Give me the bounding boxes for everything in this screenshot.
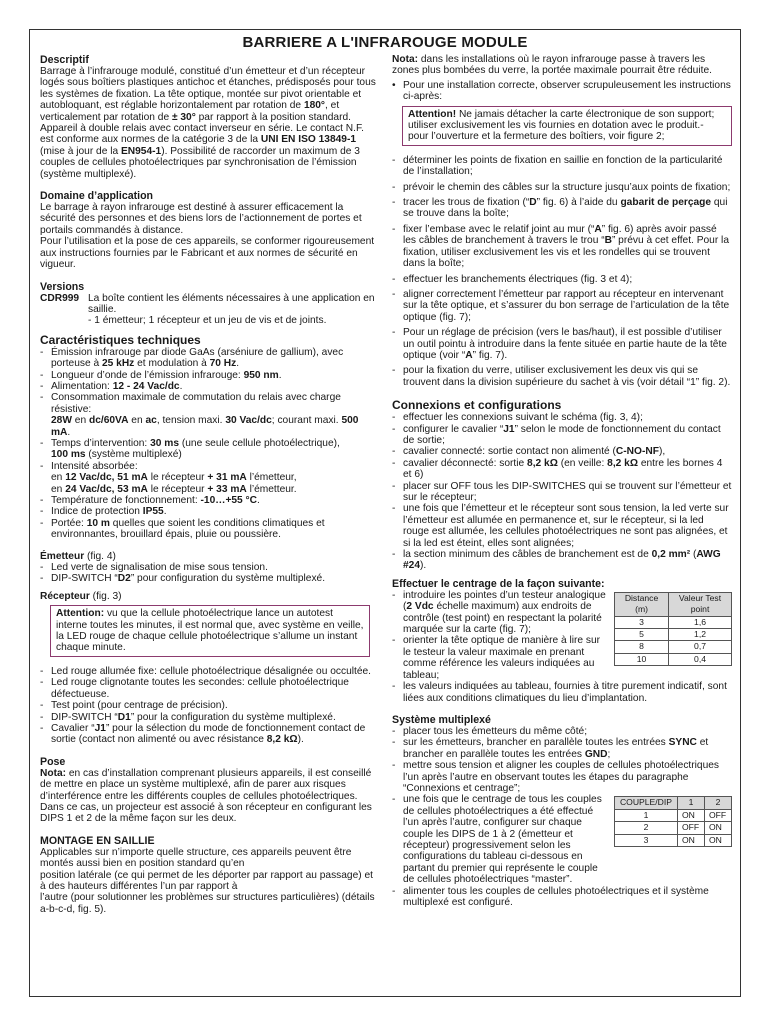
connexion-item: - effectuer les connexions suivant le schéma (fig. 3, 4); bbox=[392, 412, 643, 424]
version-line-2: - 1 émetteur; 1 récepteur et un jeu de vis et de joints. bbox=[88, 315, 327, 327]
table-row: 3 1,6 bbox=[615, 616, 732, 628]
recepteur-item: - DIP-SWITCH “D1” pour la configuration du système multiplexé. bbox=[40, 711, 336, 723]
multiplexe-block bbox=[392, 794, 732, 885]
recepteur-item: - Cavalier “J1” pour la sélection du mode de fonctionnement contact de sortie (contact non alimenté ou avec résistance 8,2 kΩ). bbox=[40, 722, 366, 746]
spec-item: - Temps d’intervention: 30 ms (une seule cellule photoélectrique), 100 ms (système multiplexé) bbox=[40, 437, 340, 461]
table-header: 2 bbox=[704, 797, 731, 809]
install-step: - pour la fixation du verre, utiliser exclusivement les deux vis qui se trouvent dans la division supérieure du sachet à vis (voir détail “1” fig. 2). bbox=[392, 365, 731, 388]
recepteur-item: - Test point (pour centrage de précision). bbox=[40, 700, 228, 712]
montage-text-1: Applicables sur n’importe quelle structure, ces appareils peuvent être montés aussi bien en position standard qu’en bbox=[40, 846, 352, 870]
table-row: 5 1,2 bbox=[615, 629, 732, 641]
centrage-item: - orienter la tête optique de manière à lire sur le testeur la valeur maximale en prenant comme référence les valeurs indiquées au tableau; bbox=[392, 635, 601, 681]
pose-heading: Pose bbox=[40, 755, 66, 768]
version-code: CDR999 bbox=[40, 292, 80, 304]
dip-table bbox=[614, 796, 732, 847]
recepteur-item: - Led rouge clignotante toutes les secondes: cellule photoélectrique défectueuse. bbox=[40, 677, 349, 700]
recepteur-item: - Led rouge allumée fixe: cellule photoélectrique désalignée ou occultée. bbox=[40, 665, 371, 677]
table-row: 1 ON OFF bbox=[615, 809, 732, 821]
spec-item: - Indice de protection IP55. bbox=[40, 506, 167, 518]
versions-heading: Versions bbox=[40, 280, 85, 293]
emetteur-item: - DIP-SWITCH “D2” pour configuration du système multiplexé. bbox=[40, 573, 326, 585]
attention-box-right: Attention! Ne jamais détacher la carte électronique de son support; utiliser exclusivement les vis fournies en dotation avec le produit.- pour l’ouverture et la fermeture des boîtiers, voir figure 2; bbox=[402, 106, 732, 146]
table-header: COUPLE/DIP bbox=[615, 797, 678, 809]
montage-heading: MONTAGE EN SAILLIE bbox=[40, 834, 155, 847]
table-row: 3 ON ON bbox=[615, 834, 732, 846]
install-step: - déterminer les points de fixation en saillie en fonction de la particularité de l’installation; bbox=[392, 154, 723, 178]
version-line-1: La boîte contient les éléments nécessaires à une application en saillie. bbox=[88, 292, 375, 315]
spec-item: - Portée: 10 m quelles que soient les conditions climatiques et environnantes, brouillard épais, pluie ou poussière. bbox=[40, 517, 325, 541]
version-row bbox=[40, 293, 380, 327]
centrage-heading: Effectuer le centrage de la façon suivante: bbox=[392, 577, 605, 590]
centrage-item: - les valeurs indiquées au tableau, fournies à titre purement indicatif, sont liées aux conditions climatiques du lieu d’implantation. bbox=[392, 681, 727, 704]
spec-item: - Alimentation: 12 - 24 Vac/dc. bbox=[40, 380, 183, 392]
connexion-item: - une fois que l’émetteur et le récepteur sont sous tension, la led verte sur l’émetteur est allumée en permanence et, sur le récepteur, si la led rouge est allumée, les cellules photoélectriques ne sont pas alignées, et si la led est éteint, elles sont alignées; bbox=[392, 503, 729, 549]
right-nota: Nota: dans les installations où le rayon infrarouge passe à travers les zones plus bombées du verre, la portée maximale pourrait être réduite. bbox=[392, 54, 712, 77]
multiplexe-heading: Système multiplexé bbox=[392, 713, 491, 726]
domaine-text-2: Pour l’utilisation et la pose de ces appareils, se conformer rigoureusement aux instructions fournies par le Fabricant et aux normes de sécurité en vigueur. bbox=[40, 236, 375, 271]
left-column bbox=[40, 54, 380, 915]
spec-item: - Température de fonctionnement: -10…+55 °C. bbox=[40, 495, 260, 506]
montage-text-2: position latérale (ce qui permet de les déporter par rapport au passage) et à des hauteurs différentes l’un par rapport à bbox=[40, 869, 373, 892]
right-column bbox=[392, 54, 732, 908]
connexion-item: - placer sur OFF tous les DIP-SWITCHES qui se trouvent sur l’émetteur et sur le récepteur; bbox=[392, 480, 732, 503]
install-step: - tracer les trous de fixation (“D” fig. 6) à l’aide du gabarit de perçage qui se trouve dans la boîte; bbox=[392, 197, 728, 220]
connexion-item: - la section minimum des câbles de branchement est de 0,2 mm² (AWG #24). bbox=[392, 549, 721, 572]
document-page bbox=[29, 29, 741, 997]
multiplexe-item: - alimenter tous les couples de cellules photoélectriques et il système multiplexé est configuré. bbox=[392, 885, 709, 908]
multiplexe-item: - mettre sous tension et aligner les couples de cellules photoélectriques l’un après l’autre en observant toutes les étapes du paragraphe “Connexions et centrage”; bbox=[392, 760, 719, 794]
connexion-item: - configurer le cavalier “J1” selon le mode de fonctionnement du contact de sortie; bbox=[392, 423, 721, 446]
domaine-heading: Domaine d’application bbox=[40, 190, 154, 203]
spec-item: - Consommation maximale de commutation du relais avec charge résistive: 28W en dc/60VA en ac, tension maxi. 30 Vac/dc; courant maxi. 500 mA. bbox=[40, 392, 359, 438]
emetteur-heading: Émetteur (fig. 4) bbox=[40, 550, 116, 562]
recepteur-heading: Récepteur (fig. 3) bbox=[40, 590, 122, 602]
table-row: 8 0,7 bbox=[615, 641, 732, 653]
multiplexe-item: - une fois que le centrage de tous les couples de cellules photoélectriques a été effectué l’un après l’autre, configurer sur chaque couple les DIPS de 1 à 2 (émetteur et récepteur) progressivement selon les configurations du tableau ci-dessous en partant du premier qui représente le couple de cellules photoélectriques “master”. bbox=[392, 794, 602, 886]
caracteristiques-heading: Caractéristiques techniques bbox=[40, 332, 201, 347]
pose-nota: Nota: en cas d’installation comprenant plusieurs appareils, il est conseillé de mettre en place un système multiplexé, afin de parer aux risques d’interférence entre les différents couples de cellules photoélectriques. bbox=[40, 767, 372, 802]
montage-text-3: l’autre (pour solutionner les problèmes sur structures particulières) (détails a-b-c-d, fig. 5). bbox=[40, 892, 375, 915]
domaine-text-1: Le barrage à rayon infrarouge est destiné à assurer efficacement la sécurité des personnes et des biens lors de l’actionnement de portes et portails commandés à distance. bbox=[40, 202, 362, 236]
table-row: 10 0,4 bbox=[615, 653, 732, 665]
page-title: BARRIERE A L'INFRAROUGE MODULE bbox=[242, 34, 528, 51]
spec-item: - Longueur d’onde de l’émission infrarouge: 950 nm. bbox=[40, 369, 282, 381]
connexion-item: - cavalier déconnecté: sortie 8,2 kΩ (en veille: 8,2 kΩ entre les bornes 4 et 6) bbox=[392, 457, 723, 481]
connexion-item: - cavalier connecté: sortie contact non alimenté (C-NO-NF), bbox=[392, 446, 666, 458]
install-step: - Pour un réglage de précision (vers le bas/haut), il est possible d’utiliser un outil pointu à introduire dans la fente située en partie haute de la tête optique (voir “A” fig. 7). bbox=[392, 327, 727, 361]
connexions-heading: Connexions et configurations bbox=[392, 398, 562, 413]
centrage-block bbox=[392, 590, 732, 681]
multiplexe-item: - sur les émetteurs, brancher en parallèle toutes les entrées SYNC et brancher en parallèle toutes les entrées GND; bbox=[392, 737, 709, 760]
spec-item: - Émission infrarouge par diode GaAs (arséniure de gallium), avec porteuse à 25 kHz et modulation à 70 Hz. bbox=[40, 346, 344, 370]
install-step: - fixer l’embase avec le relatif joint au mur (“A” fig. 6) après avoir passé les câbles de branchement à travers le trou “B” prévu à cet effet. Pour la fixation, utiliser exclusivement les vis et les rondelles qui se trouvent dans la boîte; bbox=[392, 223, 729, 270]
pose-text: Dans ce cas, un projecteur est associé à son récepteur en configurant les DIPS 1 et 2 de la même façon sur les deux. bbox=[40, 801, 372, 825]
table-header: Distance (m) bbox=[615, 592, 669, 616]
spec-item: - Intensité absorbée: en 12 Vac/dc, 51 mA le récepteur + 31 mA l’émetteur, en 24 Vac/dc, 53 mA le récepteur + 33 mA l’émetteur. bbox=[40, 460, 297, 495]
distance-table bbox=[614, 592, 732, 666]
table-row: 2 OFF ON bbox=[615, 822, 732, 834]
instructions-bullet: • Pour une installation correcte, observer scrupuleusement les instructions ci-après: bbox=[392, 79, 731, 103]
install-step: - aligner correctement l’émetteur par rapport au récepteur en intervenant sur la tête optique, et s’assurer du bon serrage de l’articulation de la tête optique (fig. 7); bbox=[392, 288, 730, 323]
descriptif-heading: Descriptif bbox=[40, 54, 89, 66]
table-header: 1 bbox=[677, 797, 704, 809]
descriptif-text: Barrage à l’infrarouge modulé, constitué d’un émetteur et d’un récepteur logés sous boîtiers plastiques antichoc et étanches, prédisposés pour tous les systèmes de fixation. La tête optique, montée sur pivot orientable et autobloquant, est réglable horizontalement par rotation de 180°, et verticalement par rotation de ± 30° par rapport à la position standard. Appareil à double relais avec contact inverseur en série. Le contact N.F. est conforme aux normes de la catégorie 3 de la UNI EN ISO 13849-1 (mise à jour de la EN954-1). Possibilité de raccorder un maximum de 3 couples de cellules photoélectriques par synchronisation de l’émission (système multiplexé). bbox=[40, 66, 376, 180]
install-step: - prévoir le chemin des câbles sur la structure jusqu’aux points de fixation; bbox=[392, 181, 731, 193]
centrage-item: - introduire les pointes d’un testeur analogique (2 Vdc échelle maximum) aux endroits de contrôle (test point) en respectant la polarité marquée sur la carte (fig. 7); bbox=[392, 589, 606, 636]
table-header: Valeur Test point bbox=[669, 592, 732, 616]
attention-box: Attention: vu que la cellule photoélectrique lance un autotest interne toutes les minutes, il est normal que, avec système en veille, la LED rouge de chaque cellule photoélectrique s’allume un instant chaque minute. bbox=[50, 605, 370, 657]
install-step: - effectuer les branchements électriques (fig. 3 et 4); bbox=[392, 273, 633, 285]
multiplexe-item: - placer tous les émetteurs du même côté; bbox=[392, 725, 588, 737]
emetteur-item: - Led verte de signalisation de mise sous tension. bbox=[40, 562, 268, 574]
